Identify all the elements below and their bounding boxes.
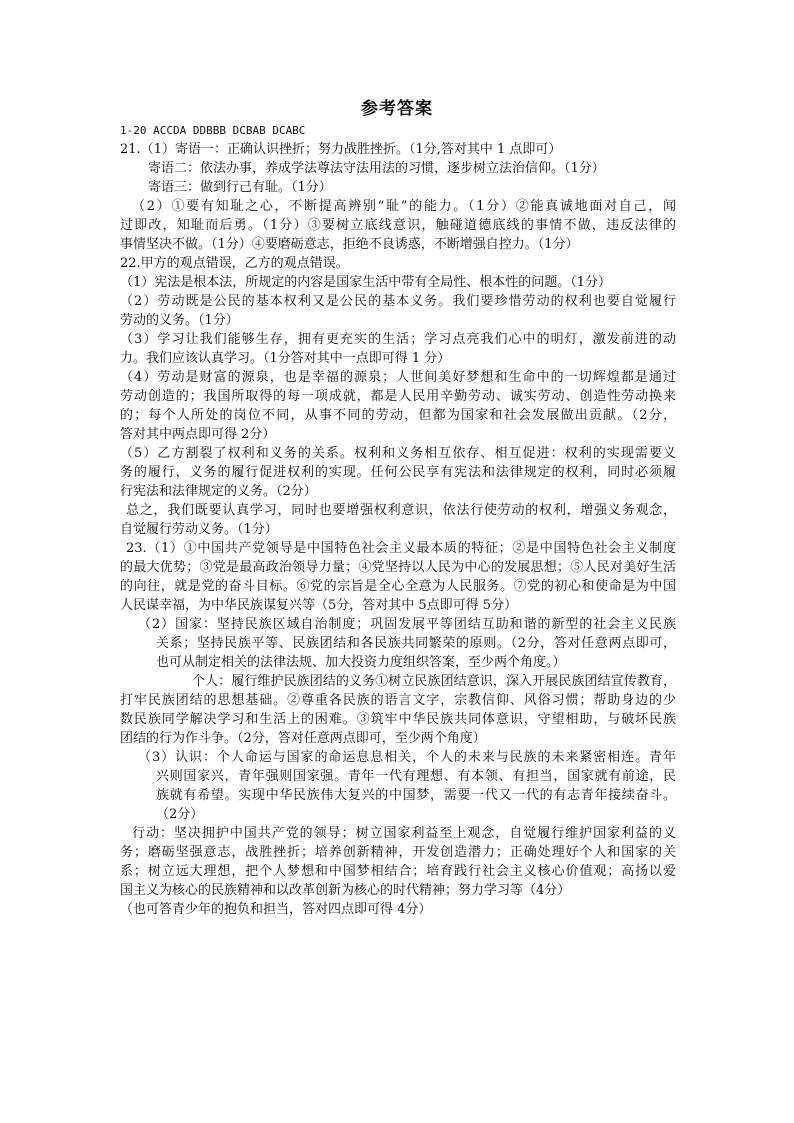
answer-line: 23.（1）①中国共产党领导是中国特色社会主义最本质的特征；②是中国特色社会主义制度 bbox=[126, 541, 676, 556]
answer-line: 寄语三：做到行己有耻。（1分） bbox=[148, 180, 332, 195]
answer-line: 行动：坚决拥护中国共产党的领导；树立国家利益至上观念，自觉履行维护国家利益的义 bbox=[132, 826, 676, 841]
answer-line: 劳动的义务。（1分） bbox=[120, 313, 239, 328]
answer-line: 22.甲方的观点错误，乙方的观点错误。 bbox=[120, 256, 349, 271]
answer-line: 的；每个人所处的岗位不同，从事不同的劳动，但都为国家和社会发展做出贡献。（2分， bbox=[120, 408, 676, 423]
answer-line: 关系；坚持民族平等、民族团结和各民族共同繁荣的原则。（2分，答对任意两点即可， bbox=[156, 636, 676, 651]
answer-line: 的向往，就是党的奋斗目标。⑥党的宗旨是全心全意为人民服务。⑦党的初心和使命是为中国 bbox=[120, 579, 676, 594]
answer-line: 也可从制定相关的法律法规、加大投资力度组织答案，至少两个角度。） bbox=[156, 655, 566, 670]
answer-line: 务；磨砺坚强意志，战胜挫折；培养创新精神，开发创造潜力；正确处理好个人和国家的关 bbox=[120, 845, 676, 860]
answer-line: 个人：履行维护民族团结的义务①树立民族团结意识，深入开展民族团结宣传教育， bbox=[192, 674, 676, 689]
answer-line: 力。我们应该认真学习。（1分答对其中一点即可得 1 分） bbox=[120, 351, 451, 366]
answer-line: 数民族同学解决学习和生活上的困难。③筑牢中华民族共同体意识，守望相助，与破坏民族 bbox=[120, 712, 676, 727]
answer-line: （也可答青少年的抱负和担当，答对四点即可得 4分） bbox=[120, 902, 432, 917]
answer-line: 总之，我们既要认真学习，同时也要增强权利意识，依法行使劳动的权利，增强义务观念， bbox=[126, 503, 676, 518]
answer-line: 寄语二：依法办事，养成学法尊法守法用法的习惯，逐步树立法治信仰。（1分） bbox=[148, 161, 605, 176]
answer-line: （2）①要有知耻之心，不断提高辨别“耻”的能力。（1分）②能真诚地面对自己，闻 bbox=[132, 199, 676, 214]
answer-line: （3）认识：个人命运与国家的命运息息相关，个人的未来与民族的未来紧密相连。青年 bbox=[138, 750, 676, 765]
choice-answers-line: 1-20 ACCDA DDBBB DCBAB DCABC bbox=[120, 124, 306, 137]
answer-line: 事情坚决不做。（1分）④要磨砺意志，拒绝不良诱惑，不断增强自控力。（1分） bbox=[120, 237, 579, 252]
answer-line: 行宪法和法律规定的义务。（2分） bbox=[120, 484, 317, 499]
answer-line: （2分） bbox=[156, 807, 204, 822]
answer-line: （2）劳动既是公民的基本权利又是公民的基本义务。我们要珍惜劳动的权利也要自觉履行 bbox=[120, 294, 676, 309]
answer-line: （2）国家：坚持民族区域自治制度；巩固发展平等团结互助和谐的新型的社会主义民族 bbox=[138, 617, 676, 632]
answer-line: 自觉履行劳动义务。（1分） bbox=[120, 522, 278, 537]
answer-line: 过即改，知耻而后勇。（1分）③要树立底线意识，触碰道德底线的事情不做，违反法律的 bbox=[120, 218, 676, 233]
answer-line: （4）劳动是财富的源泉，也是幸福的源泉；人世间美好梦想和生命中的一切辉煌都是通过 bbox=[120, 370, 676, 385]
answer-line: 答对其中两点即可得 2分） bbox=[120, 427, 276, 442]
page-title: 参考答案 bbox=[361, 99, 433, 119]
answer-line: 团结的行为作斗争。（2分，答对任意两点即可，至少两个角度） bbox=[120, 731, 486, 746]
answer-line: 国主义为核心的民族精神和以改革创新为核心的时代精神；努力学习等（4分） bbox=[120, 883, 571, 898]
answer-line: 务的履行，义务的履行促进权利的实现。任何公民享有宪法和法律规定的权利，同时必须履 bbox=[120, 465, 676, 480]
answer-line: 系；树立远大理想，把个人梦想和中国梦相结合；培育践行社会主义核心价值观；高扬以爱 bbox=[120, 864, 676, 879]
answer-content bbox=[120, 121, 676, 919]
answer-line: 的最大优势；③党是最高政治领导力量；④党坚持以人民为中心的发展思想；⑤人民对美好生活 bbox=[120, 560, 676, 575]
answer-line: 打牢民族团结的思想基础。②尊重各民族的语言文字，宗教信仰、风俗习惯；帮助身边的少 bbox=[120, 693, 676, 708]
answer-line: （3）学习让我们能够生存，拥有更充实的生活；学习点亮我们心中的明灯，激发前进的动 bbox=[120, 332, 676, 347]
answer-line: 劳动创造的；我国所取得的每一项成就，都是人民用辛勤劳动、诚实劳动、创造性劳动换来 bbox=[120, 389, 676, 404]
answer-line: （5）乙方割裂了权利和义务的关系。权利和义务相互依存、相互促进：权利的实现需要义 bbox=[120, 446, 676, 461]
answer-line: 人民谋幸福，为中华民族谋复兴等（5分，答对其中 5点即可得 5分） bbox=[120, 598, 518, 613]
answer-line: （1）宪法是根本法，所规定的内容是国家生活中带有全局性、根本性的问题。（1分） bbox=[120, 275, 612, 290]
answer-line: 21.（1）寄语一：正确认识挫折；努力战胜挫折。（1分,答对其中 1 点即可） bbox=[120, 142, 562, 157]
answer-line: 族就有希望。实现中华民族伟大复兴的中国梦，需要一代又一代的有志青年接续奋斗。 bbox=[156, 788, 676, 803]
answer-line: 兴则国家兴，青年强则国家强。青年一代有理想、有本领、有担当，国家就有前途，民 bbox=[156, 769, 676, 784]
